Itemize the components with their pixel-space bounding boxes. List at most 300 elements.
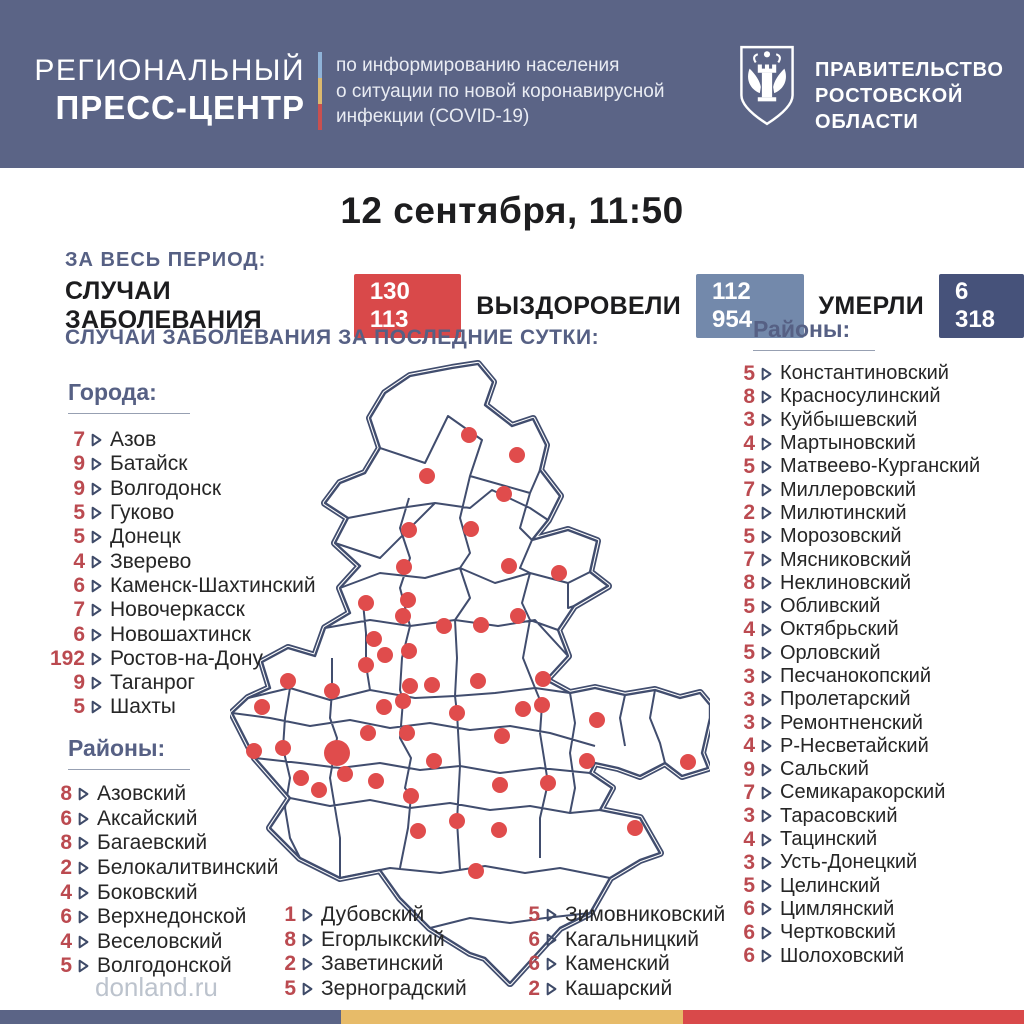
case-count: 4 [743, 827, 755, 851]
arrow-icon [546, 957, 557, 971]
list-item [280, 928, 467, 953]
list-item [48, 647, 316, 671]
list-item [48, 501, 316, 525]
map-dot [360, 725, 376, 741]
place-name: Зерноградский [321, 977, 467, 1001]
footer-blue-segment [0, 1010, 341, 1024]
header-subtitle [336, 53, 664, 130]
divider-blue [318, 52, 322, 78]
place-name: Аксайский [97, 806, 198, 830]
arrow-icon [91, 628, 102, 642]
list-item [737, 851, 980, 874]
divider-gold [318, 78, 322, 104]
place-name: Ростов-на-Дону [110, 646, 263, 670]
case-count: 1 [284, 903, 296, 927]
list-item [280, 952, 467, 977]
case-count: 5 [743, 874, 755, 898]
case-count: 5 [743, 641, 755, 665]
districts-right-section [737, 316, 980, 968]
districts-left-title: Районы: [68, 735, 279, 770]
map-dot [461, 427, 477, 443]
arrow-icon [761, 553, 772, 567]
place-name: Волгодонской [97, 954, 232, 978]
case-count: 3 [743, 687, 755, 711]
arrow-icon [78, 812, 89, 826]
list-item [280, 977, 467, 1002]
case-count: 4 [60, 929, 72, 953]
map-dot [627, 820, 643, 836]
arrow-icon [91, 676, 102, 690]
arrow-icon [761, 530, 772, 544]
place-name: Азовский [97, 782, 187, 806]
government-name [815, 57, 1004, 135]
list-item [524, 928, 725, 953]
case-count: 4 [743, 431, 755, 455]
map-dot [491, 822, 507, 838]
case-count: 5 [743, 594, 755, 618]
org-line: ОБЛАСТИ [815, 111, 919, 133]
list-item [737, 944, 980, 967]
place-name: Заветинский [321, 952, 444, 976]
place-name: Куйбышевский [780, 408, 918, 431]
map-dot [510, 608, 526, 624]
place-name: Дубовский [321, 903, 425, 927]
place-name: Семикаракорский [780, 781, 946, 804]
subtitle-line: о ситуации по новой коронавирусной [336, 80, 665, 102]
case-count: 2 [284, 952, 296, 976]
map-dot [492, 777, 508, 793]
map-dot [401, 522, 417, 538]
arrow-icon [91, 433, 102, 447]
place-name: Октябрьский [780, 618, 899, 641]
case-count: 3 [743, 804, 755, 828]
arrow-icon [761, 693, 772, 707]
list-item [737, 385, 980, 408]
case-count: 5 [528, 903, 540, 927]
case-count: 2 [743, 501, 755, 525]
arrow-icon [91, 457, 102, 471]
map-dot [535, 671, 551, 687]
list-item [40, 856, 279, 881]
arrow-icon [761, 763, 772, 777]
place-name: Донецк [110, 525, 181, 549]
list-item [40, 905, 279, 930]
case-count: 5 [743, 454, 755, 478]
case-count: 4 [743, 734, 755, 758]
place-name: Зимовниковский [565, 903, 726, 927]
place-name: Каменск-Шахтинский [110, 573, 316, 597]
list-item [48, 671, 316, 695]
list-item [40, 807, 279, 832]
map-dot [419, 468, 435, 484]
list-item [524, 977, 725, 1002]
arrow-icon [761, 576, 772, 590]
place-name: Тацинский [780, 828, 878, 851]
place-name: Целинский [780, 874, 881, 897]
list-item [737, 711, 980, 734]
districts-right-title: Районы: [753, 316, 980, 351]
arrow-icon [91, 482, 102, 496]
list-item [524, 903, 725, 928]
districts-right-list [737, 362, 980, 968]
arrow-icon [78, 861, 89, 875]
arrow-icon [91, 652, 102, 666]
case-count: 2 [60, 856, 72, 880]
place-name: Веселовский [97, 929, 223, 953]
case-count: 4 [73, 549, 85, 573]
place-name: Мартыновский [780, 432, 916, 455]
case-count: 9 [743, 757, 755, 781]
list-item [40, 880, 279, 905]
map-dot [377, 647, 393, 663]
place-name: Тарасовский [780, 804, 898, 827]
place-name: Матвеево-Курганский [780, 455, 981, 478]
period-label: ЗА ВЕСЬ ПЕРИОД: [65, 249, 267, 271]
map-dot [426, 753, 442, 769]
case-count: 5 [743, 524, 755, 548]
map-dot [403, 788, 419, 804]
place-name: Мясниковский [780, 548, 912, 571]
place-name: Зверево [110, 549, 192, 573]
arrow-icon [302, 957, 313, 971]
case-count: 5 [284, 977, 296, 1001]
arrow-icon [78, 886, 89, 900]
list-item [48, 452, 316, 476]
case-count: 3 [743, 664, 755, 688]
case-count: 9 [73, 671, 85, 695]
press-center-title [0, 54, 305, 126]
list-item [48, 574, 316, 598]
case-count: 6 [743, 944, 755, 968]
map-dot [358, 657, 374, 673]
case-count: 2 [528, 977, 540, 1001]
header [0, 0, 1024, 168]
case-count: 6 [743, 897, 755, 921]
map-dot [410, 823, 426, 839]
footer-bar [0, 1010, 1024, 1024]
place-name: Р-Несветайский [780, 734, 929, 757]
place-name: Константиновский [780, 362, 949, 385]
subtitle-line: инфекции (COVID-19) [336, 106, 530, 128]
case-count: 6 [743, 920, 755, 944]
case-count: 4 [60, 880, 72, 904]
place-name: Егорлыкский [321, 927, 445, 951]
case-count: 8 [60, 831, 72, 855]
place-name: Миллеровский [780, 478, 917, 501]
place-name: Шолоховский [780, 944, 905, 967]
arrow-icon [91, 506, 102, 520]
cities-list [48, 428, 316, 720]
list-item [737, 735, 980, 758]
list-item [737, 921, 980, 944]
arrow-icon [761, 739, 772, 753]
list-item [40, 782, 279, 807]
cases-badge: 130 113 [354, 274, 461, 338]
case-count: 7 [73, 598, 85, 622]
arrow-icon [761, 506, 772, 520]
arrow-icon [761, 926, 772, 940]
arrow-icon [761, 646, 772, 660]
place-name: Обливский [780, 595, 881, 618]
list-item [48, 428, 316, 452]
place-name: Азов [110, 428, 157, 452]
case-count: 6 [528, 927, 540, 951]
list-item [737, 665, 980, 688]
title-line1: РЕГИОНАЛЬНЫЙ [34, 54, 305, 87]
arrow-icon [761, 879, 772, 893]
map-dot [366, 631, 382, 647]
place-name: Кашарский [565, 977, 673, 1001]
map-dot [540, 775, 556, 791]
bottom-right-list [524, 903, 725, 1001]
case-count: 5 [73, 695, 85, 719]
case-count: 8 [284, 927, 296, 951]
died-label: УМЕРЛИ [818, 291, 924, 320]
place-name: Новошахтинск [110, 622, 251, 646]
map-dot [337, 766, 353, 782]
case-count: 7 [743, 478, 755, 502]
list-item [737, 595, 980, 618]
case-count: 5 [73, 525, 85, 549]
place-name: Морозовский [780, 525, 902, 548]
arrow-icon [78, 787, 89, 801]
list-item [40, 831, 279, 856]
case-count: 6 [60, 806, 72, 830]
list-item [737, 572, 980, 595]
arrow-icon [761, 949, 772, 963]
list-item [737, 455, 980, 478]
map-dot [368, 773, 384, 789]
case-count: 9 [73, 476, 85, 500]
districts-left-list [40, 782, 279, 979]
case-count: 4 [743, 617, 755, 641]
case-count: 8 [60, 782, 72, 806]
arrow-icon [761, 809, 772, 823]
map-dot [579, 753, 595, 769]
divider-red [318, 104, 322, 130]
case-count: 5 [60, 954, 72, 978]
list-item [737, 781, 980, 804]
arrow-icon [761, 460, 772, 474]
arrow-icon [761, 833, 772, 847]
place-name: Пролетарский [780, 688, 911, 711]
map-dot [399, 725, 415, 741]
arrow-icon [546, 982, 557, 996]
arrow-icon [78, 959, 89, 973]
list-item [737, 642, 980, 665]
map-dot [424, 677, 440, 693]
map-dot [449, 705, 465, 721]
map-dot [402, 678, 418, 694]
case-count: 7 [743, 548, 755, 572]
map-dot [324, 683, 340, 699]
case-count: 3 [743, 850, 755, 874]
case-count: 5 [73, 501, 85, 525]
place-name: Волгодонск [110, 476, 222, 500]
report-datetime: 12 сентября, 11:50 [340, 190, 684, 231]
arrow-icon [302, 908, 313, 922]
arrow-icon [546, 908, 557, 922]
cases-label: СЛУЧАИ ЗАБОЛЕВАНИЯ [65, 277, 262, 334]
list-item [737, 502, 980, 525]
map-dot [515, 701, 531, 717]
case-count: 7 [73, 428, 85, 452]
arrow-icon [91, 555, 102, 569]
map-dot [473, 617, 489, 633]
arrow-icon [91, 579, 102, 593]
place-name: Шахты [110, 695, 176, 719]
place-name: Усть-Донецкий [780, 851, 918, 874]
arrow-icon [761, 623, 772, 637]
org-line: РОСТОВСКОЙ [815, 85, 964, 107]
subtitle-line: по информированию населения [336, 55, 620, 76]
place-name: Сальский [780, 758, 869, 781]
map-dot [468, 863, 484, 879]
districts-bottom-left [280, 903, 467, 1001]
map-dot [501, 558, 517, 574]
cities-title: Города: [68, 379, 316, 414]
list-item [737, 548, 980, 571]
website-link: donland.ru [95, 972, 218, 1002]
place-name: Белокалитвинский [97, 856, 279, 880]
case-count: 5 [743, 361, 755, 385]
map-dot [551, 565, 567, 581]
case-count: 7 [743, 781, 755, 804]
coat-of-arms-icon [735, 42, 799, 130]
map-dot [376, 699, 392, 715]
daily-cases-label: СЛУЧАИ ЗАБОЛЕВАНИЯ ЗА ПОСЛЕДНИЕ СУТКИ: [65, 326, 600, 349]
recovered-badge: 112 954 [696, 274, 803, 338]
list-item [737, 409, 980, 432]
list-item [737, 828, 980, 851]
footer-red-segment [683, 1010, 1024, 1024]
arrow-icon [78, 910, 89, 924]
arrow-icon [78, 935, 89, 949]
arrow-icon [91, 700, 102, 714]
place-name: Ремонтненский [780, 711, 923, 734]
tricolor-divider [318, 52, 322, 130]
case-count: 6 [73, 622, 85, 646]
arrow-icon [761, 716, 772, 730]
arrow-icon [761, 670, 772, 684]
map-dot [358, 595, 374, 611]
arrow-icon [761, 367, 772, 381]
map-dot [324, 740, 350, 766]
place-name: Таганрог [110, 671, 196, 695]
list-item [737, 758, 980, 781]
case-count: 3 [743, 711, 755, 735]
map-dot [396, 559, 412, 575]
map-dot [494, 728, 510, 744]
place-name: Цимлянский [780, 897, 895, 920]
arrow-icon [302, 933, 313, 947]
recovered-label: ВЫЗДОРОВЕЛИ [476, 291, 682, 320]
list-item [48, 622, 316, 646]
arrow-icon [78, 836, 89, 850]
case-count: 6 [73, 573, 85, 597]
list-item [737, 805, 980, 828]
list-item [48, 477, 316, 501]
map-dot [395, 608, 411, 624]
map-dot [395, 693, 411, 709]
case-count: 6 [528, 952, 540, 976]
arrow-icon [761, 600, 772, 614]
place-name: Багаевский [97, 831, 208, 855]
list-item [48, 549, 316, 573]
cities-section [48, 379, 316, 720]
footer-gold-segment [341, 1010, 682, 1024]
arrow-icon [761, 856, 772, 870]
arrow-icon [761, 390, 772, 404]
districts-bottom-right [524, 903, 725, 1001]
case-count: 8 [743, 571, 755, 595]
arrow-icon [91, 530, 102, 544]
list-item [40, 930, 279, 955]
map-dot [449, 813, 465, 829]
map-dot [680, 754, 696, 770]
map-dot [509, 447, 525, 463]
list-item [737, 432, 980, 455]
map-dot [436, 618, 452, 634]
place-name: Гуково [110, 501, 175, 525]
arrow-icon [761, 483, 772, 497]
list-item [737, 362, 980, 385]
org-line: ПРАВИТЕЛЬСТВО [815, 59, 1004, 81]
case-count: 3 [743, 408, 755, 432]
place-name: Песчанокопский [780, 665, 932, 687]
place-name: Неклиновский [780, 571, 912, 594]
map-dot [401, 643, 417, 659]
list-item [280, 903, 467, 928]
place-name: Боковский [97, 880, 198, 904]
place-name: Кагальницкий [565, 927, 699, 951]
list-item [737, 618, 980, 641]
list-item [48, 525, 316, 549]
list-item [737, 875, 980, 898]
arrow-icon [302, 982, 313, 996]
list-item [737, 898, 980, 921]
arrow-icon [761, 902, 772, 916]
map-dot [463, 521, 479, 537]
districts-left-section [40, 735, 279, 979]
list-item [48, 695, 316, 719]
place-name: Милютинский [780, 501, 907, 524]
arrow-icon [761, 786, 772, 800]
case-count: 192 [49, 646, 85, 670]
arrow-icon [761, 437, 772, 451]
list-item [48, 598, 316, 622]
place-name: Новочеркасск [110, 598, 245, 622]
case-count: 6 [60, 905, 72, 929]
map-dot [470, 673, 486, 689]
map-dot [534, 697, 550, 713]
arrow-icon [546, 933, 557, 947]
arrow-icon [761, 413, 772, 427]
arrow-icon [91, 603, 102, 617]
list-item [737, 478, 980, 501]
list-item [737, 525, 980, 548]
list-item [524, 952, 725, 977]
place-name: Орловский [780, 641, 881, 664]
place-name: Чертковский [780, 921, 896, 944]
list-item [737, 688, 980, 711]
case-count: 9 [73, 452, 85, 476]
map-dot [311, 782, 327, 798]
place-name: Верхнедонской [97, 905, 247, 929]
map-dot [589, 712, 605, 728]
map-dot [400, 592, 416, 608]
title-line2: ПРЕСС-ЦЕНТР [55, 88, 305, 126]
